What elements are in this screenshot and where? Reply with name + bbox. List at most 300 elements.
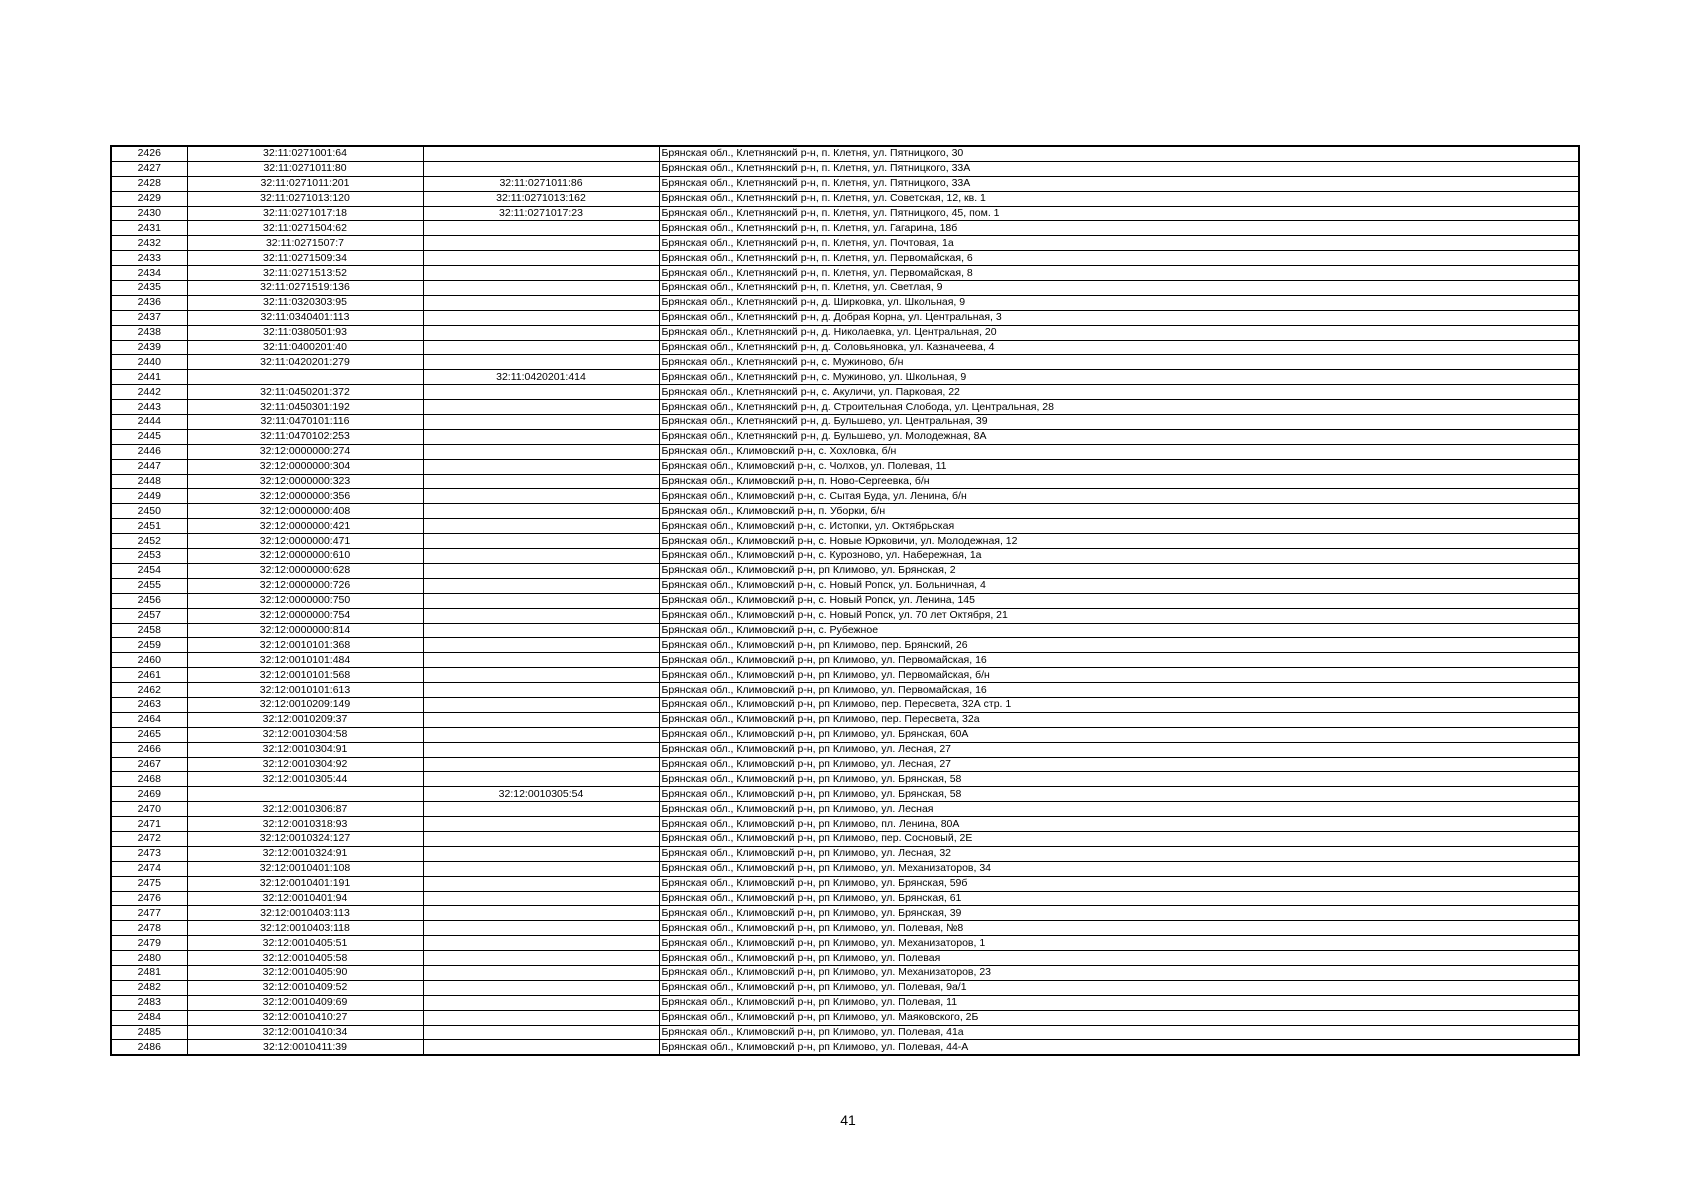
table-row (111, 146, 1579, 161)
row-number-cell: 2484 (111, 1010, 187, 1025)
address-cell: Брянская обл., Клетнянский р-н, д. Бульшево, ул. Молодежная, 8А (659, 429, 1579, 444)
row-number-cell: 2485 (111, 1025, 187, 1040)
cadastral-number-cell: 32:12:0000000:750 (187, 593, 423, 608)
address-cell: Брянская обл., Клетнянский р-н, п. Клетня, ул. Пятницкого, 45, пом. 1 (659, 206, 1579, 221)
cadastral-number-cell: 32:12:0010209:149 (187, 697, 423, 712)
table-row (111, 891, 1579, 906)
table-row (111, 400, 1579, 415)
cadastral-number-cell: 32:12:0000000:471 (187, 534, 423, 549)
row-number-cell: 2446 (111, 444, 187, 459)
address-cell: Брянская обл., Климовский р-н, с. Истопки, ул. Октябрьская (659, 519, 1579, 534)
table-row (111, 191, 1579, 206)
related-cadastral-number-cell (423, 757, 659, 772)
row-number-cell: 2467 (111, 757, 187, 772)
table-row (111, 921, 1579, 936)
related-cadastral-number-cell (423, 266, 659, 281)
address-cell: Брянская обл., Климовский р-н, рп Климово, ул. Лесная (659, 802, 1579, 817)
address-cell: Брянская обл., Климовский р-н, рп Климово, пер. Сосновый, 2Е (659, 831, 1579, 846)
address-cell: Брянская обл., Климовский р-н, с. Курозново, ул. Набережная, 1а (659, 549, 1579, 564)
row-number-cell: 2471 (111, 817, 187, 832)
table-row (111, 965, 1579, 980)
address-cell: Брянская обл., Климовский р-н, рп Климово, ул. Полевая, №8 (659, 921, 1579, 936)
related-cadastral-number-cell (423, 593, 659, 608)
related-cadastral-number-cell: 32:11:0271017:23 (423, 206, 659, 221)
related-cadastral-number-cell (423, 429, 659, 444)
cadastral-number-cell: 32:12:0010101:484 (187, 653, 423, 668)
related-cadastral-number-cell (423, 534, 659, 549)
address-cell: Брянская обл., Климовский р-н, с. Чолхов, ул. Полевая, 11 (659, 459, 1579, 474)
cadastral-number-cell: 32:12:0010101:613 (187, 683, 423, 698)
related-cadastral-number-cell (423, 400, 659, 415)
table-row (111, 489, 1579, 504)
related-cadastral-number-cell (423, 563, 659, 578)
related-cadastral-number-cell (423, 802, 659, 817)
address-cell: Брянская обл., Климовский р-н, рп Климово, ул. Лесная, 27 (659, 757, 1579, 772)
address-cell: Брянская обл., Клетнянский р-н, д. Бульшево, ул. Центральная, 39 (659, 415, 1579, 430)
cadastral-number-cell: 32:11:0380501:93 (187, 325, 423, 340)
related-cadastral-number-cell (423, 653, 659, 668)
related-cadastral-number-cell (423, 459, 659, 474)
table-row (111, 846, 1579, 861)
address-cell: Брянская обл., Климовский р-н, рп Климово, ул. Полевая, 11 (659, 995, 1579, 1010)
cadastral-number-cell: 32:11:0271017:18 (187, 206, 423, 221)
table-row (111, 325, 1579, 340)
table-row (111, 281, 1579, 296)
related-cadastral-number-cell (423, 295, 659, 310)
table-row (111, 578, 1579, 593)
row-number-cell: 2468 (111, 772, 187, 787)
address-cell: Брянская обл., Климовский р-н, с. Рубежное (659, 623, 1579, 638)
cadastral-number-cell: 32:11:0340401:113 (187, 310, 423, 325)
row-number-cell: 2437 (111, 310, 187, 325)
row-number-cell: 2480 (111, 951, 187, 966)
related-cadastral-number-cell (423, 146, 659, 161)
related-cadastral-number-cell (423, 1040, 659, 1055)
cadastral-number-cell: 32:12:0010209:37 (187, 712, 423, 727)
row-number-cell: 2453 (111, 549, 187, 564)
table-row (111, 176, 1579, 191)
related-cadastral-number-cell: 32:11:0271011:86 (423, 176, 659, 191)
row-number-cell: 2430 (111, 206, 187, 221)
row-number-cell: 2455 (111, 578, 187, 593)
cadastral-number-cell: 32:11:0271001:64 (187, 146, 423, 161)
cadastral-number-cell: 32:11:0271013:120 (187, 191, 423, 206)
cadastral-number-cell: 32:12:0010304:91 (187, 742, 423, 757)
cadastral-number-cell: 32:12:0000000:628 (187, 563, 423, 578)
address-cell: Брянская обл., Климовский р-н, рп Климово, ул. Механизаторов, 1 (659, 936, 1579, 951)
row-number-cell: 2460 (111, 653, 187, 668)
cadastral-number-cell: 32:12:0010401:191 (187, 876, 423, 891)
table-row (111, 549, 1579, 564)
row-number-cell: 2463 (111, 697, 187, 712)
row-number-cell: 2445 (111, 429, 187, 444)
address-cell: Брянская обл., Клетнянский р-н, п. Клетня, ул. Почтовая, 1а (659, 236, 1579, 251)
row-number-cell: 2464 (111, 712, 187, 727)
address-cell: Брянская обл., Климовский р-н, рп Климово, ул. Полевая, 9а/1 (659, 980, 1579, 995)
table-row (111, 727, 1579, 742)
related-cadastral-number-cell (423, 891, 659, 906)
related-cadastral-number-cell (423, 161, 659, 176)
row-number-cell: 2452 (111, 534, 187, 549)
related-cadastral-number-cell (423, 936, 659, 951)
related-cadastral-number-cell (423, 831, 659, 846)
table-row (111, 504, 1579, 519)
related-cadastral-number-cell (423, 1010, 659, 1025)
address-cell: Брянская обл., Климовский р-н, п. Уборки, б/н (659, 504, 1579, 519)
cadastral-number-cell: 32:11:0271519:136 (187, 281, 423, 296)
related-cadastral-number-cell (423, 340, 659, 355)
cadastral-number-cell: 32:12:0000000:754 (187, 608, 423, 623)
address-cell: Брянская обл., Климовский р-н, рп Климово, ул. Полевая (659, 951, 1579, 966)
table-row (111, 444, 1579, 459)
table-row (111, 295, 1579, 310)
address-cell: Брянская обл., Клетнянский р-н, с. Акуличи, ул. Парковая, 22 (659, 385, 1579, 400)
related-cadastral-number-cell (423, 281, 659, 296)
address-cell: Брянская обл., Клетнянский р-н, п. Клетня, ул. Пятницкого, 33А (659, 161, 1579, 176)
cadastral-number-cell: 32:11:0420201:279 (187, 355, 423, 370)
table-row (111, 802, 1579, 817)
cadastral-number-cell: 32:12:0000000:814 (187, 623, 423, 638)
address-cell: Брянская обл., Клетнянский р-н, п. Клетня, ул. Первомайская, 6 (659, 251, 1579, 266)
cadastral-number-cell: 32:12:0000000:323 (187, 474, 423, 489)
table-row (111, 995, 1579, 1010)
address-cell: Брянская обл., Климовский р-н, рп Климово, ул. Лесная, 32 (659, 846, 1579, 861)
cadastral-number-cell: 32:11:0271504:62 (187, 221, 423, 236)
table-row (111, 429, 1579, 444)
related-cadastral-number-cell (423, 817, 659, 832)
cadastral-number-cell: 32:12:0010324:91 (187, 846, 423, 861)
related-cadastral-number-cell (423, 638, 659, 653)
cadastral-number-cell: 32:12:0000000:726 (187, 578, 423, 593)
address-cell: Брянская обл., Клетнянский р-н, с. Мужиново, б/н (659, 355, 1579, 370)
related-cadastral-number-cell (423, 623, 659, 638)
property-table-container (110, 145, 1578, 1056)
cadastral-number-cell: 32:12:0010101:368 (187, 638, 423, 653)
related-cadastral-number-cell (423, 474, 659, 489)
row-number-cell: 2462 (111, 683, 187, 698)
row-number-cell: 2465 (111, 727, 187, 742)
row-number-cell: 2475 (111, 876, 187, 891)
related-cadastral-number-cell (423, 921, 659, 936)
table-row (111, 623, 1579, 638)
table-row (111, 519, 1579, 534)
cadastral-number-cell: 32:11:0400201:40 (187, 340, 423, 355)
cadastral-number-cell: 32:12:0010101:568 (187, 668, 423, 683)
address-cell: Брянская обл., Климовский р-н, рп Климово, ул. Брянская, 60А (659, 727, 1579, 742)
table-row (111, 1010, 1579, 1025)
cadastral-number-cell: 32:12:0010324:127 (187, 831, 423, 846)
address-cell: Брянская обл., Климовский р-н, с. Сытая Буда, ул. Ленина, б/н (659, 489, 1579, 504)
row-number-cell: 2442 (111, 385, 187, 400)
address-cell: Брянская обл., Климовский р-н, рп Климово, пер. Пересвета, 32а (659, 712, 1579, 727)
related-cadastral-number-cell (423, 325, 659, 340)
related-cadastral-number-cell (423, 965, 659, 980)
related-cadastral-number-cell (423, 310, 659, 325)
address-cell: Брянская обл., Климовский р-н, рп Климово, ул. Первомайская, 16 (659, 683, 1579, 698)
related-cadastral-number-cell (423, 727, 659, 742)
row-number-cell: 2438 (111, 325, 187, 340)
cadastral-number-cell: 32:12:0010304:58 (187, 727, 423, 742)
table-row (111, 206, 1579, 221)
address-cell: Брянская обл., Климовский р-н, п. Ново-Сергеевка, б/н (659, 474, 1579, 489)
cadastral-number-cell: 32:11:0320303:95 (187, 295, 423, 310)
table-row (111, 608, 1579, 623)
address-cell: Брянская обл., Климовский р-н, рп Климово, пер. Брянский, 26 (659, 638, 1579, 653)
property-table (110, 145, 1580, 1056)
address-cell: Брянская обл., Климовский р-н, рп Климово, ул. Первомайская, 16 (659, 653, 1579, 668)
table-row (111, 638, 1579, 653)
table-row (111, 534, 1579, 549)
table-row (111, 1025, 1579, 1040)
table-row (111, 831, 1579, 846)
row-number-cell: 2466 (111, 742, 187, 757)
cadastral-number-cell: 32:12:0000000:610 (187, 549, 423, 564)
row-number-cell: 2474 (111, 861, 187, 876)
address-cell: Брянская обл., Климовский р-н, рп Климово, ул. Брянская, 2 (659, 563, 1579, 578)
row-number-cell: 2482 (111, 980, 187, 995)
related-cadastral-number-cell (423, 742, 659, 757)
cadastral-number-cell: 32:11:0470101:116 (187, 415, 423, 430)
address-cell: Брянская обл., Клетнянский р-н, п. Клетня, ул. Светлая, 9 (659, 281, 1579, 296)
address-cell: Брянская обл., Климовский р-н, рп Климово, ул. Механизаторов, 23 (659, 965, 1579, 980)
table-row (111, 385, 1579, 400)
row-number-cell: 2434 (111, 266, 187, 281)
cadastral-number-cell: 32:12:0010401:108 (187, 861, 423, 876)
cadastral-number-cell: 32:11:0271509:34 (187, 251, 423, 266)
row-number-cell: 2469 (111, 787, 187, 802)
related-cadastral-number-cell (423, 668, 659, 683)
table-row (111, 1040, 1579, 1055)
row-number-cell: 2457 (111, 608, 187, 623)
address-cell: Брянская обл., Климовский р-н, рп Климово, ул. Брянская, 58 (659, 787, 1579, 802)
cadastral-number-cell: 32:12:0010410:34 (187, 1025, 423, 1040)
cadastral-number-cell: 32:12:0010409:69 (187, 995, 423, 1010)
address-cell: Брянская обл., Клетнянский р-н, д. Николаевка, ул. Центральная, 20 (659, 325, 1579, 340)
related-cadastral-number-cell: 32:11:0420201:414 (423, 370, 659, 385)
cadastral-number-cell: 32:11:0470102:253 (187, 429, 423, 444)
address-cell: Брянская обл., Климовский р-н, рп Климово, ул. Первомайская, б/н (659, 668, 1579, 683)
address-cell: Брянская обл., Климовский р-н, рп Климово, ул. Полевая, 44-А (659, 1040, 1579, 1055)
cadastral-number-cell: 32:12:0000000:421 (187, 519, 423, 534)
table-row (111, 787, 1579, 802)
address-cell: Брянская обл., Клетнянский р-н, п. Клетня, ул. Советская, 12, кв. 1 (659, 191, 1579, 206)
page-number: 41 (840, 1112, 856, 1128)
table-row (111, 951, 1579, 966)
cadastral-number-cell: 32:12:0010411:39 (187, 1040, 423, 1055)
table-row (111, 266, 1579, 281)
row-number-cell: 2429 (111, 191, 187, 206)
cadastral-number-cell: 32:12:0010405:90 (187, 965, 423, 980)
row-number-cell: 2459 (111, 638, 187, 653)
cadastral-number-cell (187, 370, 423, 385)
related-cadastral-number-cell (423, 683, 659, 698)
table-row (111, 161, 1579, 176)
row-number-cell: 2447 (111, 459, 187, 474)
related-cadastral-number-cell (423, 504, 659, 519)
related-cadastral-number-cell (423, 772, 659, 787)
table-row (111, 653, 1579, 668)
table-row (111, 593, 1579, 608)
related-cadastral-number-cell (423, 1025, 659, 1040)
row-number-cell: 2441 (111, 370, 187, 385)
cadastral-number-cell: 32:12:0000000:274 (187, 444, 423, 459)
related-cadastral-number-cell (423, 608, 659, 623)
table-row (111, 251, 1579, 266)
address-cell: Брянская обл., Климовский р-н, рп Климово, ул. Маяковского, 2Б (659, 1010, 1579, 1025)
cadastral-number-cell: 32:12:0010305:44 (187, 772, 423, 787)
row-number-cell: 2477 (111, 906, 187, 921)
related-cadastral-number-cell (423, 444, 659, 459)
related-cadastral-number-cell (423, 906, 659, 921)
row-number-cell: 2449 (111, 489, 187, 504)
table-row (111, 668, 1579, 683)
related-cadastral-number-cell (423, 519, 659, 534)
related-cadastral-number-cell (423, 876, 659, 891)
row-number-cell: 2443 (111, 400, 187, 415)
cadastral-number-cell: 32:12:0010401:94 (187, 891, 423, 906)
row-number-cell: 2481 (111, 965, 187, 980)
row-number-cell: 2456 (111, 593, 187, 608)
address-cell: Брянская обл., Климовский р-н, рп Климово, ул. Брянская, 59б (659, 876, 1579, 891)
related-cadastral-number-cell (423, 846, 659, 861)
row-number-cell: 2440 (111, 355, 187, 370)
row-number-cell: 2473 (111, 846, 187, 861)
related-cadastral-number-cell (423, 712, 659, 727)
row-number-cell: 2483 (111, 995, 187, 1010)
address-cell: Брянская обл., Клетнянский р-н, п. Клетня, ул. Пятницкого, 30 (659, 146, 1579, 161)
row-number-cell: 2479 (111, 936, 187, 951)
related-cadastral-number-cell (423, 385, 659, 400)
address-cell: Брянская обл., Климовский р-н, рп Климово, ул. Полевая, 41а (659, 1025, 1579, 1040)
table-row (111, 415, 1579, 430)
cadastral-number-cell: 32:12:0010410:27 (187, 1010, 423, 1025)
address-cell: Брянская обл., Клетнянский р-н, д. Ширковка, ул. Школьная, 9 (659, 295, 1579, 310)
row-number-cell: 2451 (111, 519, 187, 534)
related-cadastral-number-cell (423, 951, 659, 966)
row-number-cell: 2435 (111, 281, 187, 296)
row-number-cell: 2427 (111, 161, 187, 176)
row-number-cell: 2426 (111, 146, 187, 161)
address-cell: Брянская обл., Клетнянский р-н, д. Соловьяновка, ул. Казначеева, 4 (659, 340, 1579, 355)
table-row (111, 712, 1579, 727)
cadastral-number-cell: 32:11:0271513:52 (187, 266, 423, 281)
table-row (111, 221, 1579, 236)
related-cadastral-number-cell (423, 549, 659, 564)
table-row (111, 757, 1579, 772)
address-cell: Брянская обл., Климовский р-н, с. Новый Ропск, ул. Больничная, 4 (659, 578, 1579, 593)
table-row (111, 936, 1579, 951)
row-number-cell: 2472 (111, 831, 187, 846)
cadastral-number-cell (187, 787, 423, 802)
related-cadastral-number-cell: 32:12:0010305:54 (423, 787, 659, 802)
address-cell: Брянская обл., Клетнянский р-н, п. Клетня, ул. Первомайская, 8 (659, 266, 1579, 281)
cadastral-number-cell: 32:11:0450201:372 (187, 385, 423, 400)
cadastral-number-cell: 32:12:0010403:118 (187, 921, 423, 936)
address-cell: Брянская обл., Климовский р-н, с. Хохловка, б/н (659, 444, 1579, 459)
address-cell: Брянская обл., Климовский р-н, рп Климово, ул. Механизаторов, 34 (659, 861, 1579, 876)
cadastral-number-cell: 32:12:0010405:58 (187, 951, 423, 966)
table-row (111, 861, 1579, 876)
address-cell: Брянская обл., Климовский р-н, рп Климово, ул. Брянская, 39 (659, 906, 1579, 921)
row-number-cell: 2454 (111, 563, 187, 578)
table-row (111, 817, 1579, 832)
related-cadastral-number-cell (423, 221, 659, 236)
table-row (111, 474, 1579, 489)
table-row (111, 310, 1579, 325)
row-number-cell: 2428 (111, 176, 187, 191)
table-row (111, 340, 1579, 355)
row-number-cell: 2461 (111, 668, 187, 683)
address-cell: Брянская обл., Клетнянский р-н, д. Строительная Слобода, ул. Центральная, 28 (659, 400, 1579, 415)
related-cadastral-number-cell (423, 236, 659, 251)
cadastral-number-cell: 32:12:0000000:304 (187, 459, 423, 474)
row-number-cell: 2431 (111, 221, 187, 236)
cadastral-number-cell: 32:11:0450301:192 (187, 400, 423, 415)
cadastral-number-cell: 32:12:0010405:51 (187, 936, 423, 951)
address-cell: Брянская обл., Климовский р-н, рп Климово, ул. Лесная, 27 (659, 742, 1579, 757)
cadastral-number-cell: 32:11:0271507:7 (187, 236, 423, 251)
row-number-cell: 2433 (111, 251, 187, 266)
related-cadastral-number-cell (423, 995, 659, 1010)
address-cell: Брянская обл., Климовский р-н, с. Новый Ропск, ул. 70 лет Октября, 21 (659, 608, 1579, 623)
cadastral-number-cell: 32:11:0271011:80 (187, 161, 423, 176)
related-cadastral-number-cell: 32:11:0271013:162 (423, 191, 659, 206)
address-cell: Брянская обл., Клетнянский р-н, п. Клетня, ул. Пятницкого, 33А (659, 176, 1579, 191)
related-cadastral-number-cell (423, 251, 659, 266)
address-cell: Брянская обл., Клетнянский р-н, п. Клетня, ул. Гагарина, 18б (659, 221, 1579, 236)
related-cadastral-number-cell (423, 355, 659, 370)
table-row (111, 236, 1579, 251)
table-row (111, 697, 1579, 712)
related-cadastral-number-cell (423, 697, 659, 712)
row-number-cell: 2450 (111, 504, 187, 519)
cadastral-number-cell: 32:12:0010409:52 (187, 980, 423, 995)
address-cell: Брянская обл., Климовский р-н, рп Климово, пер. Пересвета, 32А стр. 1 (659, 697, 1579, 712)
cadastral-number-cell: 32:12:0010304:92 (187, 757, 423, 772)
address-cell: Брянская обл., Клетнянский р-н, с. Мужиново, ул. Школьная, 9 (659, 370, 1579, 385)
table-row (111, 683, 1579, 698)
row-number-cell: 2486 (111, 1040, 187, 1055)
row-number-cell: 2470 (111, 802, 187, 817)
related-cadastral-number-cell (423, 578, 659, 593)
related-cadastral-number-cell (423, 415, 659, 430)
row-number-cell: 2436 (111, 295, 187, 310)
table-row (111, 876, 1579, 891)
address-cell: Брянская обл., Климовский р-н, с. Новые Юрковичи, ул. Молодежная, 12 (659, 534, 1579, 549)
row-number-cell: 2432 (111, 236, 187, 251)
row-number-cell: 2444 (111, 415, 187, 430)
address-cell: Брянская обл., Климовский р-н, рп Климово, пл. Ленина, 80А (659, 817, 1579, 832)
address-cell: Брянская обл., Клетнянский р-н, д. Добрая Корна, ул. Центральная, 3 (659, 310, 1579, 325)
table-row (111, 742, 1579, 757)
table-row (111, 355, 1579, 370)
table-row (111, 563, 1579, 578)
address-cell: Брянская обл., Климовский р-н, рп Климово, ул. Брянская, 61 (659, 891, 1579, 906)
cadastral-number-cell: 32:11:0271011:201 (187, 176, 423, 191)
related-cadastral-number-cell (423, 861, 659, 876)
related-cadastral-number-cell (423, 980, 659, 995)
cadastral-number-cell: 32:12:0010403:113 (187, 906, 423, 921)
row-number-cell: 2448 (111, 474, 187, 489)
address-cell: Брянская обл., Климовский р-н, с. Новый Ропск, ул. Ленина, 145 (659, 593, 1579, 608)
property-table-body (111, 146, 1579, 1055)
table-row (111, 370, 1579, 385)
address-cell: Брянская обл., Климовский р-н, рп Климово, ул. Брянская, 58 (659, 772, 1579, 787)
cadastral-number-cell: 32:12:0000000:408 (187, 504, 423, 519)
table-row (111, 772, 1579, 787)
table-row (111, 459, 1579, 474)
cadastral-number-cell: 32:12:0010318:93 (187, 817, 423, 832)
